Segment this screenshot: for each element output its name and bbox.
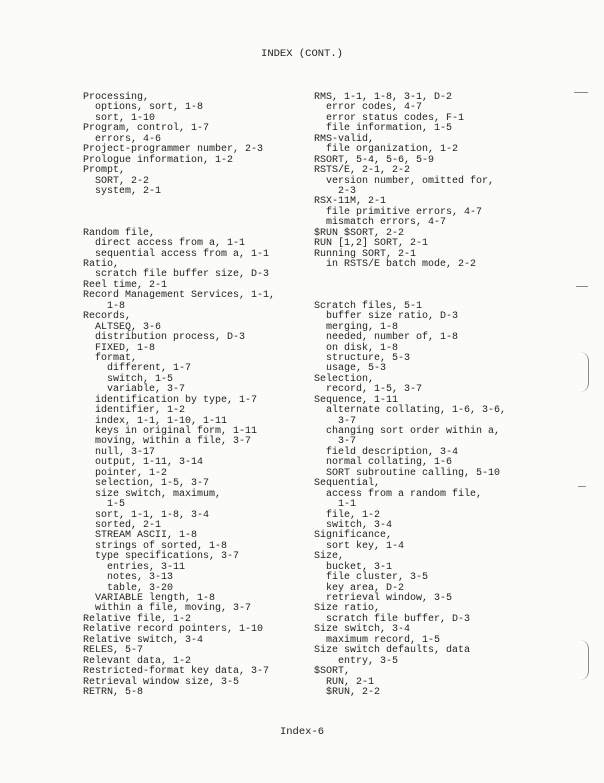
index-entry: file, 1-2 <box>326 509 381 521</box>
index-entry <box>83 208 275 218</box>
index-entry: error codes, 4-7 <box>326 102 423 114</box>
index-entry: changing sort order within a, <box>326 426 501 437</box>
index-entry: Size, <box>314 551 345 563</box>
index-column-right <box>314 93 506 698</box>
index-entry: variable, 3-7 <box>107 384 186 396</box>
index-entry: distribution process, D-3 <box>95 332 246 344</box>
index-entry: Scratch files, 5-1 <box>314 300 423 312</box>
index-entry: Sequential, <box>314 478 381 490</box>
index-entry: sequential access from a, 1-1 <box>95 248 270 260</box>
index-entry: on disk, 1-8 <box>326 342 399 354</box>
index-entry: Ratio, <box>83 259 120 270</box>
page-number: Index-6 <box>279 726 325 738</box>
index-entry: null, 3-17 <box>95 446 156 458</box>
index-entry: record, 1-5, 3-7 <box>326 384 423 396</box>
index-entry: keys in original form, 1-11 <box>95 426 258 437</box>
index-entry: file primitive errors, 4-7 <box>326 206 483 218</box>
index-entry: RSTS/E, 2-1, 2-2 <box>314 165 411 177</box>
index-entry: needed, number of, 1-8 <box>326 332 459 344</box>
index-entry: RMS, 1-1, 1-8, 3-1, D-2 <box>314 92 453 103</box>
index-entry: Prologue information, 1-2 <box>83 154 234 166</box>
index-entry: 1-8 <box>107 300 126 312</box>
index-entry: Random file, <box>83 227 156 239</box>
index-entry: structure, 5-3 <box>326 352 411 364</box>
index-entry: errors, 4-6 <box>95 133 162 145</box>
index-entry: RMS-valid, <box>314 133 375 145</box>
index-entry: type specifications, 3-7 <box>95 551 240 563</box>
index-entry <box>83 197 275 207</box>
index-entry: Running SORT, 2-1 <box>314 248 417 260</box>
index-entry: notes, 3-13 <box>107 572 174 584</box>
index-entry: Size switch, 3-4 <box>314 624 411 636</box>
index-entry: retrieval window, 3-5 <box>326 593 453 604</box>
index-entry: Size switch defaults, data <box>314 645 471 657</box>
index-entry: Selection, <box>314 373 375 385</box>
index-entry: Retrieval window size, 3-5 <box>83 676 240 688</box>
index-entry: maximum record, 1-5 <box>326 634 441 646</box>
index-entry: entry, 3-5 <box>338 655 399 667</box>
index-entry: RELES, 5-7 <box>83 645 144 657</box>
page-title: INDEX (CONT.) <box>261 48 343 60</box>
index-entry: field description, 3-4 <box>326 446 459 458</box>
index-entry: STREAM ASCII, 1-8 <box>95 530 198 542</box>
index-entry: $RUN $SORT, 2-2 <box>314 227 405 239</box>
index-entry: within a file, moving, 3-7 <box>95 603 252 615</box>
index-entry: Project-programmer number, 2-3 <box>83 144 264 156</box>
index-entry: buffer size ratio, D-3 <box>326 311 459 323</box>
index-entry: 3-7 <box>338 415 357 427</box>
index-entry: options, sort, 1-8 <box>95 102 204 114</box>
index-entry: key area, D-2 <box>326 582 405 594</box>
index-entry: alternate collating, 1-6, 3-6, <box>326 405 507 417</box>
index-entry: Record Management Services, 1-1, <box>83 290 276 302</box>
index-entry: Reel time, 2-1 <box>83 279 168 291</box>
index-entry: Relevant data, 1-2 <box>83 655 192 667</box>
index-entry: 3-7 <box>338 436 357 448</box>
index-entry: pointer, 1-2 <box>95 467 168 479</box>
index-entry: size switch, maximum, <box>95 488 222 500</box>
index-entry: Relative file, 1-2 <box>83 613 192 625</box>
index-entry: format, <box>95 352 138 364</box>
index-entry: file information, 1-5 <box>326 123 453 135</box>
index-entry: version number, omitted for, <box>326 175 495 187</box>
margin-mark <box>576 286 588 287</box>
index-entry <box>314 270 506 280</box>
index-entry: switch, 1-5 <box>107 373 174 385</box>
index-entry: different, 1-7 <box>107 363 192 375</box>
index-entry: RSX-11M, 2-1 <box>314 196 387 208</box>
index-entry: 1-1 <box>338 499 357 511</box>
index-entry: entries, 3-11 <box>107 561 186 573</box>
index-entry: Processing, <box>83 92 150 103</box>
index-entry: in RSTS/E batch mode, 2-2 <box>326 259 477 270</box>
index-entry: $SORT, <box>314 666 351 678</box>
index-entry: sort, 1-1, 1-8, 3-4 <box>95 509 210 521</box>
index-entry: Restricted-format key data, 3-7 <box>83 666 270 678</box>
index-entry: VARIABLE length, 1-8 <box>95 593 216 604</box>
margin-mark <box>578 486 586 487</box>
index-entry: ALTSEQ, 3-6 <box>95 321 162 333</box>
index-entry: Sequence, 1-11 <box>314 394 399 406</box>
index-entry: Significance, <box>314 530 393 542</box>
index-entry: scratch file buffer, D-3 <box>326 613 471 625</box>
index-entry: SORT subroutine calling, 5-10 <box>326 467 501 479</box>
index-entry: file organization, 1-2 <box>326 144 459 156</box>
index-entry: RETRN, 5-8 <box>83 686 144 698</box>
index-entry: sort, 1-10 <box>95 112 156 124</box>
index-entry: scratch file buffer size, D-3 <box>95 269 270 281</box>
index-entry: RUN, 2-1 <box>326 676 375 688</box>
index-entry: 1-5 <box>107 499 126 511</box>
index-entry: RSORT, 5-4, 5-6, 5-9 <box>314 154 435 166</box>
index-entry: system, 2-1 <box>95 185 162 197</box>
index-entry: sorted, 2-1 <box>95 519 162 531</box>
index-entry: RUN [1,2] SORT, 2-1 <box>314 238 429 250</box>
index-entry: Size ratio, <box>314 603 381 615</box>
index-entry: SORT, 2-2 <box>95 175 150 187</box>
index-entry: Program, control, 1-7 <box>83 123 210 135</box>
index-entry: identification by type, 1-7 <box>95 394 258 406</box>
index-entry: normal collating, 1-6 <box>326 457 453 469</box>
index-entry: bucket, 3-1 <box>326 561 393 573</box>
index-entry: mismatch errors, 4-7 <box>326 217 447 229</box>
index-entry: FIXED, 1-8 <box>95 342 156 354</box>
index-entry: Relative record pointers, 1-10 <box>83 624 264 636</box>
index-entry: output, 1-11, 3-14 <box>95 457 204 469</box>
index-entry: Records, <box>83 311 132 323</box>
margin-mark <box>580 352 589 392</box>
index-entry: index, 1-1, 1-10, 1-11 <box>95 415 228 427</box>
index-entry: file cluster, 3-5 <box>326 572 429 584</box>
index-entry <box>314 281 506 291</box>
margin-mark <box>580 640 589 680</box>
margin-mark <box>574 92 588 93</box>
index-entry: 2-3 <box>338 185 357 197</box>
index-entry: table, 3-20 <box>107 582 174 594</box>
index-entry: Relative switch, 3-4 <box>83 634 204 646</box>
index-entry: error status codes, F-1 <box>326 112 465 124</box>
index-entry: $RUN, 2-2 <box>326 686 381 698</box>
index-entry: moving, within a file, 3-7 <box>95 436 252 448</box>
index-entry: strings of sorted, 1-8 <box>95 540 228 552</box>
index-entry: switch, 3-4 <box>326 519 393 531</box>
index-column-left <box>83 93 275 698</box>
index-entry: sort key, 1-4 <box>326 540 405 552</box>
index-entry: merging, 1-8 <box>326 321 399 333</box>
index-entry: selection, 1-5, 3-7 <box>95 478 210 490</box>
index-entry: access from a random file, <box>326 488 483 500</box>
index-entry: direct access from a, 1-1 <box>95 238 246 250</box>
index-entry: identifier, 1-2 <box>95 405 186 417</box>
index-entry: Prompt, <box>83 165 126 177</box>
index-entry: usage, 5-3 <box>326 363 387 375</box>
